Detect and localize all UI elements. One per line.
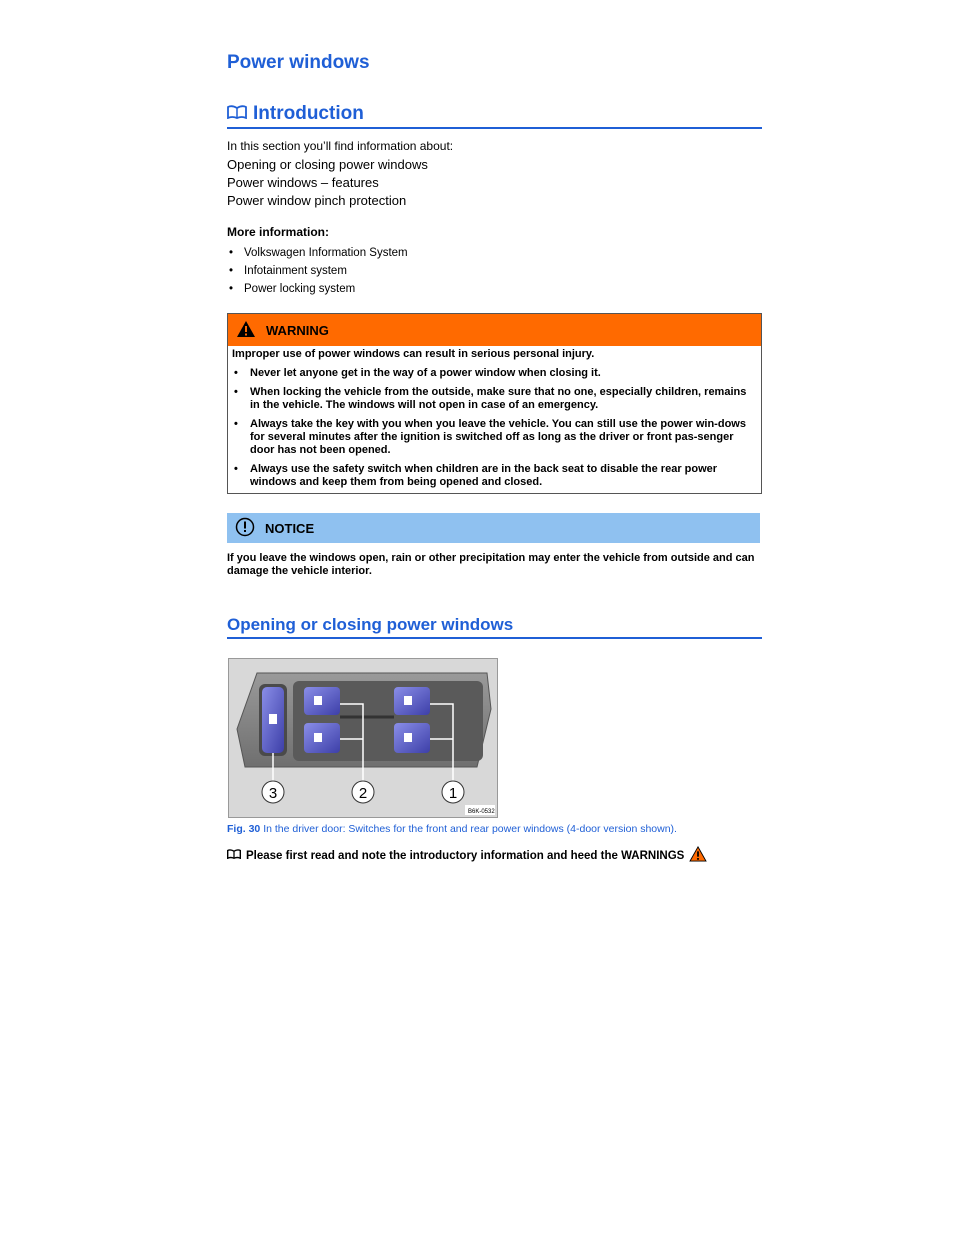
read-first-note: Please first read and note the introductory information and heed the WARNINGS <box>227 846 707 865</box>
warning-item: • Never let anyone get in the way of a power window when closing it. <box>232 367 757 380</box>
figure-caption-label: Fig. 30 <box>227 823 261 835</box>
page-title: Power windows <box>227 52 370 73</box>
callout-1: 1 <box>448 785 458 802</box>
callout-3: 3 <box>268 785 278 802</box>
warning-lead: Improper use of power windows can result in serious personal injury. <box>232 348 595 360</box>
more-info-label: More information: <box>227 225 329 239</box>
more-info-list <box>227 245 408 299</box>
notice-label: NOTICE <box>265 520 315 536</box>
intro-lead: In this section you’ll find information about: <box>227 139 454 153</box>
exclamation-circle-icon <box>235 517 255 540</box>
warning-triangle-icon[interactable] <box>689 846 707 865</box>
warning-label: WARNING <box>266 322 329 338</box>
intro-link-2[interactable]: Power windows – features <box>227 175 379 190</box>
warning-item: • Always take the key with you when you leave the vehicle. You can still use the power win-dows for several minutes after the ignition is switched off as long as the driver or front pas-senger door has not been opened. <box>232 418 757 457</box>
warning-body <box>228 346 761 493</box>
section-heading-block <box>227 615 762 639</box>
figure-caption-text: In the driver door: Switches for the front and rear power windows (4-door version shown). <box>263 823 677 835</box>
intro-heading-block <box>227 103 762 129</box>
notice-header <box>227 513 760 543</box>
switch-panel-illustration <box>229 659 497 817</box>
warning-item: • When locking the vehicle from the outside, make sure that no one, especially children, remains in the vehicle. The windows will not open in case of an emergency. <box>232 386 757 412</box>
more-info-item[interactable]: • Power locking system <box>227 281 408 299</box>
intro-link-1[interactable]: Opening or closing power windows <box>227 157 428 172</box>
warning-triangle-icon <box>236 320 256 341</box>
more-info-item[interactable]: • Volkswagen Information System <box>227 245 408 263</box>
more-info-item[interactable]: • Infotainment system <box>227 263 408 281</box>
figure-caption <box>227 823 677 835</box>
intro-heading: Introduction <box>227 103 762 125</box>
intro-link-3[interactable]: Power window pinch protection <box>227 193 407 208</box>
warning-item: • Always use the safety switch when children are in the back seat to disable the rear power windows and keep them from being opened and closed. <box>232 463 757 489</box>
figure-code: B6K-0532 <box>468 809 495 815</box>
section-heading: Opening or closing power windows <box>227 615 514 634</box>
callout-2: 2 <box>358 785 368 802</box>
power-window-switch-figure <box>228 658 498 818</box>
book-icon <box>227 103 247 125</box>
warning-box <box>227 313 762 494</box>
notice-text: If you leave the windows open, rain or other precipitation may enter the vehicle from outside and can damage the vehicle interior. <box>227 552 755 577</box>
book-icon <box>227 849 241 862</box>
warning-header <box>228 314 761 346</box>
